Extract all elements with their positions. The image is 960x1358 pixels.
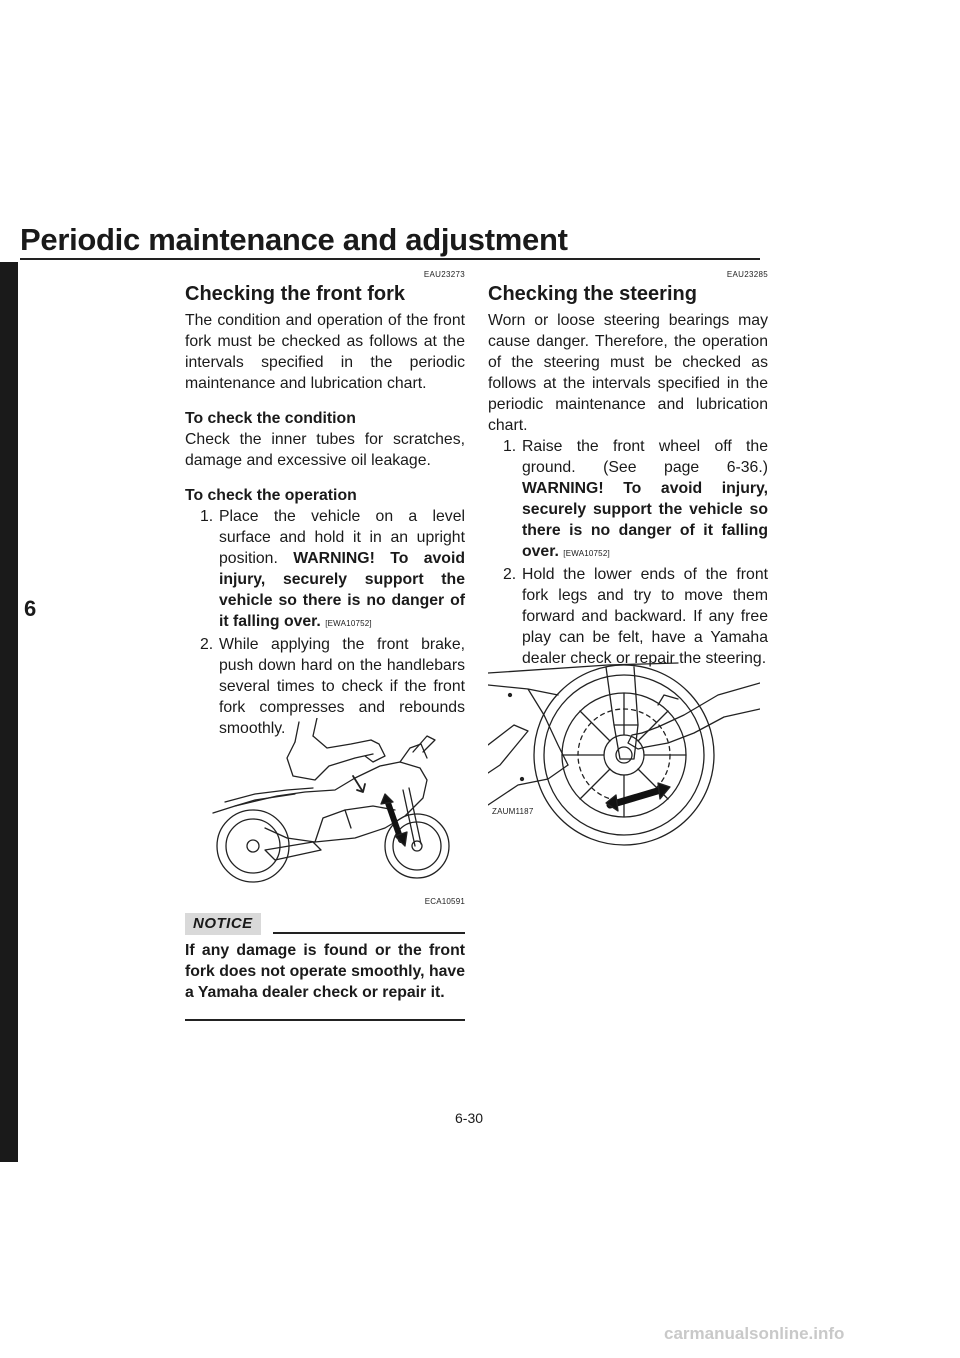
notice-rule — [273, 932, 465, 934]
section-intro: The condition and operation of the front fork must be checked as follows at the intervals specified in the periodic maintenance and lubrication chart. — [185, 312, 465, 392]
step-text: Raise the front wheel off the ground. (See page 6-36.) — [522, 438, 768, 476]
figure-code: ECA10591 — [424, 897, 465, 906]
operation-steps — [185, 506, 465, 739]
section-intro: Worn or loose steering bearings may cause danger. Therefore, the operation of the steering must be checked as follows at the intervals specified in the periodic maintenance and lubrication chart. — [488, 312, 768, 434]
step-text: Hold the lower ends of the front fork legs and try to move them forward and backward. If any free play can be felt, have a Yamaha dealer check or repair the steering. — [522, 566, 768, 667]
title-rule — [20, 258, 760, 260]
condition-title: To check the condition — [185, 410, 356, 427]
steering-section — [488, 270, 768, 669]
section-heading: Checking the front fork — [185, 283, 406, 305]
step-item — [185, 506, 465, 634]
watermark-text: carmanualsonline.info — [664, 1324, 845, 1343]
notice-bottom-rule — [185, 1019, 465, 1021]
notice-badge: NOTICE — [185, 913, 261, 935]
page-title: Periodic maintenance and adjustment — [20, 222, 568, 257]
chapter-tab — [0, 262, 18, 1162]
step-warning: WARNING! To avoid injury, securely support the vehicle so there is no danger of it falling over. — [219, 550, 465, 630]
notice-text: If any damage is found or the front fork does not operate smoothly, have a Yamaha dealer check or repair it. — [185, 942, 465, 1001]
notice-header — [185, 913, 465, 939]
front-fork-figure — [195, 718, 465, 906]
step-number: 1. — [200, 508, 214, 525]
page-number: 6-30 — [455, 1110, 484, 1126]
step-number: 2. — [503, 566, 517, 583]
step-text: Place the vehicle on a level surface and hold it in an upright position. — [219, 508, 465, 567]
section-code: EAU23273 — [423, 270, 465, 279]
step-number: 1. — [503, 438, 517, 455]
section-heading: Checking the steering — [488, 283, 697, 305]
steering-figure — [488, 655, 760, 865]
step-number: 2. — [200, 636, 214, 653]
figure-code: ZAUM1187 — [492, 807, 534, 816]
section-code: EAU23285 — [726, 270, 768, 279]
front-fork-section — [185, 270, 465, 739]
warning-ref: [EWA10752] — [325, 619, 372, 628]
chapter-number: 6 — [24, 596, 37, 621]
operation-title: To check the operation — [185, 487, 357, 504]
step-text: While applying the front brake, push down hard on the handlebars several times to check if the front fork compresses and rebounds smoothly. — [219, 636, 465, 737]
fork-check-illustration — [488, 655, 760, 865]
steering-steps — [488, 436, 768, 669]
motorcycle-illustration — [195, 718, 465, 900]
condition-text: Check the inner tubes for scratches, damage and excessive oil leakage. — [185, 431, 465, 469]
step-item — [488, 436, 768, 564]
step-item — [488, 564, 768, 669]
warning-ref: [EWA10752] — [563, 549, 610, 558]
step-warning: WARNING! To avoid injury, securely support the vehicle so there is no danger of it falling over. — [522, 480, 768, 560]
